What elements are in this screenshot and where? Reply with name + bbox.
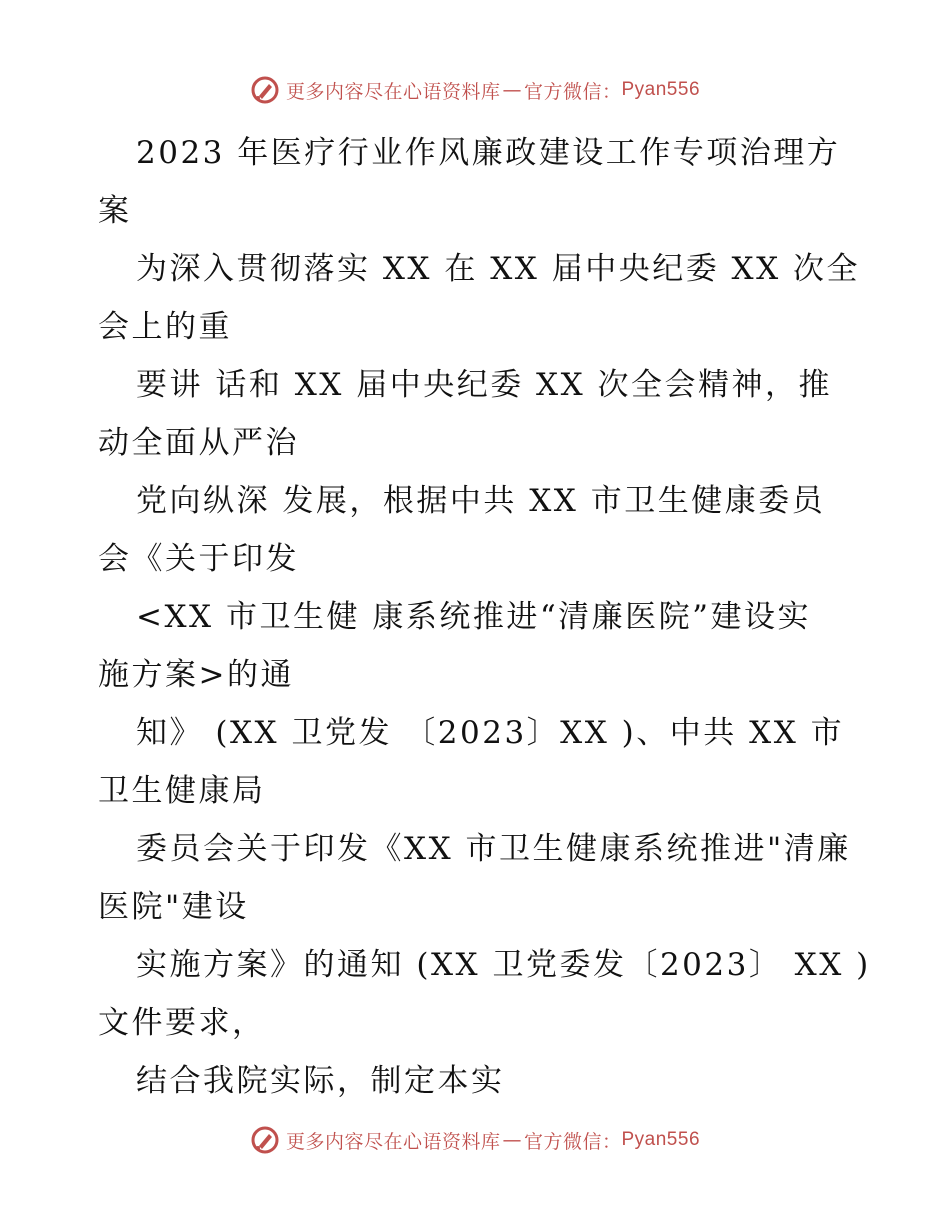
watermark-handle: Pyan556 (621, 79, 701, 100)
text-line: 结合我院实际，制定本实 (136, 1063, 505, 1099)
text-line: <XX 市卫生健 康系统推进“清廉医院”建设实 (136, 599, 812, 635)
footer-watermark (0, 1120, 950, 1160)
text-line: 知》 (XX 卫党发 〔2023〕XX )、中共 XX 市 (136, 715, 845, 751)
text-line: 实施方案》的通知 (XX 卫党委发〔2023〕 XX ) (136, 947, 871, 983)
text-line: 文件要求， (98, 1005, 266, 1041)
document-body (98, 124, 871, 1110)
text-line: 党向纵深 发展，根据中共 XX 市卫生健康委员 (136, 483, 826, 519)
watermark-handle: Pyan556 (621, 1129, 701, 1150)
pen-in-circle-icon (250, 1125, 280, 1155)
text-line: 委员会关于印发《XX 市卫生健康系统推进"清廉 (136, 831, 851, 867)
text-line: 动全面从严治 (98, 425, 299, 461)
text-line: 医院"建设 (98, 889, 249, 925)
text-line: 会《关于印发 (98, 541, 299, 577)
text-line: 卫生健康局 (98, 773, 266, 809)
watermark-wechat-label: 官方微信： (523, 1130, 622, 1153)
text-line: 要讲 话和 XX 届中央纪委 XX 次全会精神，推 (136, 367, 833, 403)
watermark-wechat-label: 官方微信： (523, 80, 622, 103)
text-line: 案 (98, 193, 132, 229)
text-line: 会上的重 (98, 309, 232, 345)
watermark-separator: — (502, 79, 522, 101)
watermark-text: 更多内容尽在心语资料库 (285, 80, 501, 103)
text-line: 为深入贯彻落实 XX 在 XX 届中央纪委 XX 次全 (136, 251, 861, 287)
pen-in-circle-icon (250, 75, 280, 105)
watermark-text: 更多内容尽在心语资料库 (285, 1130, 501, 1153)
header-watermark (0, 70, 950, 110)
text-line: 施方案>的通 (98, 657, 294, 693)
watermark-separator: — (502, 1129, 522, 1151)
text-line: 2023 年医疗行业作风廉政建设工作专项治理方 (136, 135, 841, 171)
